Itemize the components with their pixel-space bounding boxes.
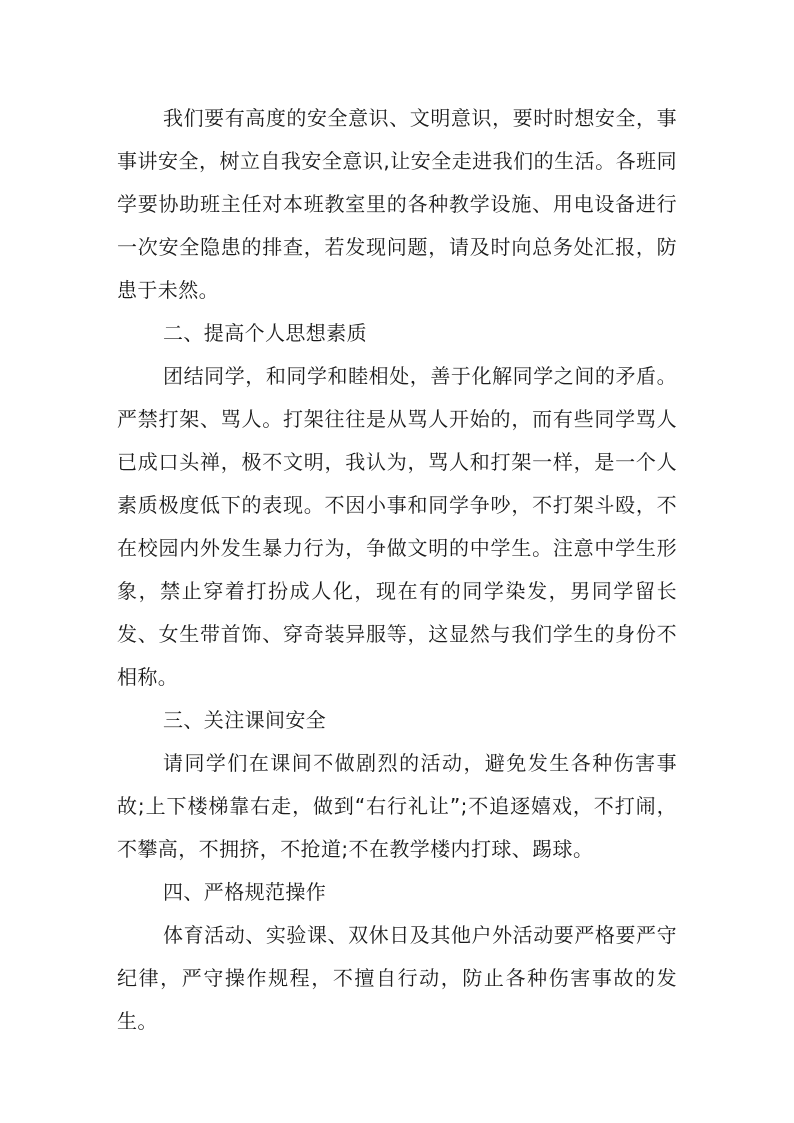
document-body — [117, 97, 677, 1043]
paragraph-personal-quality: 团结同学，和同学和睦相处，善于化解同学之间的矛盾。严禁打架、骂人。打架往往是从骂人开始的，而有些同学骂人已成口头禅，极不文明，我认为，骂人和打架一样，是一个人素质极度低下的表现。不因小事和同学争吵，不打架斗殴，不在校园内外发生暴力行为，争做文明的中学生。注意中学生形象，禁止穿着打扮成人化，现在有的同学染发，男同学留长发、女生带首饰、穿奇装异服等，这显然与我们学生的身份不相称。 — [117, 364, 677, 689]
paragraph-safety-awareness: 我们要有高度的安全意识、文明意识，要时时想安全，事事讲安全，树立自我安全意识,让安全走进我们的生活。各班同学要协助班主任对本班教室里的各种教学设施、用电设备进行一次安全隐患的排查，若发现问题，请及时向总务处汇报，防患于未然。 — [117, 106, 677, 302]
paragraph-break-safety: 请同学们在课间不做剧烈的活动，避免发生各种伤害事故;上下楼梯靠右走，做到“右行礼让”;不追逐嬉戏，不打闹，不攀高，不拥挤，不抢道;不在教学楼内打球、踢球。 — [117, 751, 677, 861]
section-heading-4: 四、严格规范操作 — [163, 880, 327, 904]
section-heading-3: 三、关注课间安全 — [163, 708, 327, 732]
section-heading-2: 二、提高个人思想素质 — [163, 321, 367, 345]
paragraph-standard-operation: 体育活动、实验课、双休日及其他户外活动要严格要严守纪律，严守操作规程，不擅自行动，防止各种伤害事故的发生。 — [117, 923, 677, 1033]
